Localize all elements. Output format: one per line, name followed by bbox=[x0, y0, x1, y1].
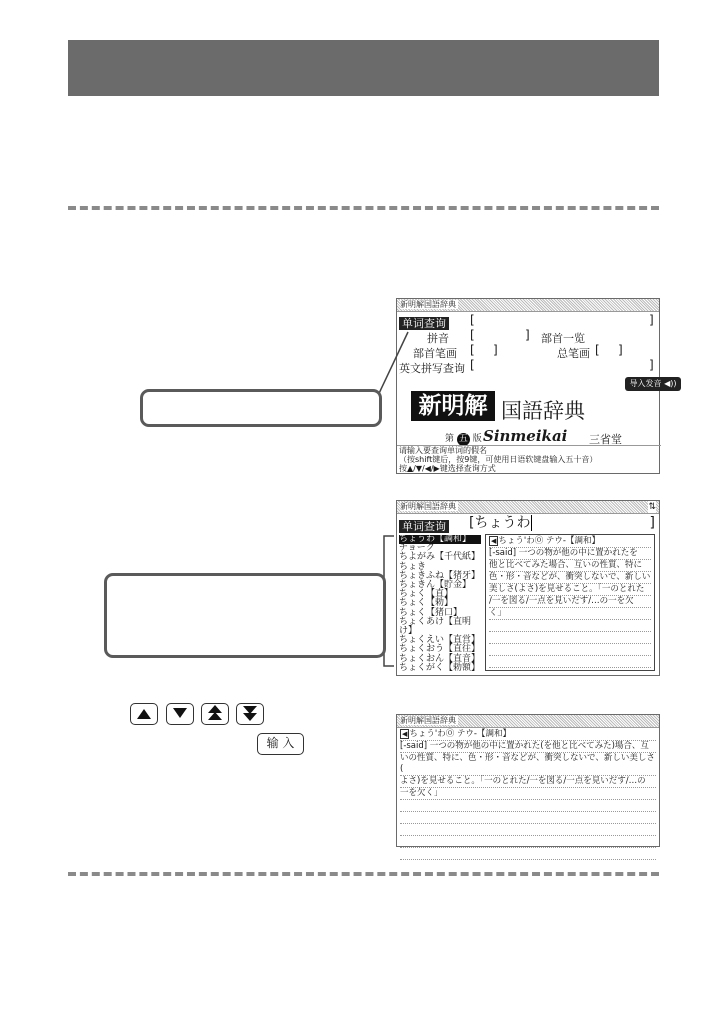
definition-line: [-said] 一つの物が他の中に置かれた(を他と比べてみた)場合、互 bbox=[400, 741, 656, 753]
dictionary-logo bbox=[411, 391, 495, 421]
search-input-value: ちょうわ bbox=[474, 515, 531, 531]
instruction-line: 按▲/▼/◀/▶键选择查询方式 bbox=[399, 464, 496, 473]
sort-arrows-icon: ⇅ bbox=[648, 502, 656, 512]
up-arrow-key[interactable] bbox=[130, 703, 158, 725]
publisher-name: 三省堂 bbox=[589, 433, 622, 446]
preview-line: /一を図る/一点を見いだす/…の一を欠 bbox=[489, 596, 651, 608]
definition-screen bbox=[396, 714, 660, 847]
screen-title: 新明解国語辞典 bbox=[400, 300, 456, 309]
preview-headword: ◀ ちょう'わ⓪ テウ-【調和】 bbox=[489, 536, 651, 548]
divider-bottom bbox=[68, 872, 659, 876]
page-down-key[interactable] bbox=[236, 703, 264, 725]
result-item[interactable]: ちょくえい【直営】 bbox=[399, 635, 481, 646]
dictionary-menu-screen: 新明解国語辞典 单词查询 [ ] 拼音 [ ] 部首一览 部首笔画 [ ] 总笔画 [ ] 英文拼写查询 [ ] 导入发音 ◀)) 新明解 国語辞典 第 五 版 Sinmeikai 三省堂 请输入要查询单词的假名 （按shift键后，按9键，可使用日语软键盘输入五十音） 按▲/▼/◀/▶键选择查询方式 bbox=[396, 298, 660, 474]
definition-headword: ◀ ちょう'わ⓪ テウ-【調和】 bbox=[400, 729, 656, 741]
page-up-icon bbox=[207, 704, 223, 722]
instruction-area bbox=[397, 445, 661, 473]
word-search-label[interactable]: 单词查询 bbox=[399, 317, 449, 330]
preview-line: 他と比べてみた場合、互いの性質、特に bbox=[489, 560, 651, 572]
definition-line: いの性質、特に、色・形・音などが、衝突しないで、新しい美しさ( bbox=[400, 753, 655, 774]
edition-suffix: 版 bbox=[472, 434, 482, 444]
result-item[interactable]: ちょくがく【勅額】 bbox=[399, 662, 481, 673]
preview-line: 色・形・音などが、衝突しないで、新しい bbox=[489, 572, 651, 582]
result-item[interactable]: チョーク bbox=[399, 543, 435, 554]
search-results-screen bbox=[396, 500, 660, 676]
logo-sub-text: 国語辞典 bbox=[501, 399, 585, 423]
results-list bbox=[399, 535, 481, 673]
logo-main-text: 新明解 bbox=[418, 392, 488, 419]
result-item[interactable]: ちょきふね【猪牙】 bbox=[399, 570, 481, 581]
audio-import-label: 导入发音 bbox=[629, 379, 662, 388]
result-item-selected[interactable]: ちょうわ【調和】 bbox=[399, 535, 481, 544]
preview-line: [-said] 一つの物が他の中に置かれたを bbox=[489, 548, 651, 560]
preview-line: く」 bbox=[489, 608, 651, 620]
instruction-line: 请输入要查询单词的假名 bbox=[399, 446, 487, 455]
up-arrow-icon bbox=[136, 704, 152, 722]
speaker-icon: ◀)) bbox=[661, 379, 677, 388]
down-arrow-key[interactable] bbox=[166, 703, 194, 725]
pinyin-label[interactable]: 拼音 bbox=[427, 332, 449, 345]
text-cursor bbox=[531, 515, 532, 531]
definition-line: よさ)を見せること。「一のとれた/一を図る/一点を見いだす/…の bbox=[400, 776, 656, 788]
english-spell-label[interactable]: 英文拼写查询 bbox=[399, 362, 465, 375]
divider-top bbox=[68, 206, 659, 210]
result-item[interactable]: ちょく【猪口】 bbox=[399, 607, 463, 618]
speaker-icon: ◀ bbox=[402, 730, 408, 738]
edition-prefix: 第 bbox=[445, 434, 455, 444]
screen-title: 新明解国語辞典 bbox=[400, 716, 456, 725]
down-arrow-icon bbox=[172, 704, 188, 722]
audio-import-button[interactable] bbox=[625, 377, 681, 391]
callout-box-1 bbox=[140, 389, 382, 427]
enter-key-label: 输 入 bbox=[266, 736, 295, 750]
result-item[interactable]: ちょくあけ【直明け】 bbox=[399, 616, 472, 637]
radical-strokes-label[interactable]: 部首笔画 bbox=[413, 347, 457, 360]
logo-roman: Sinmeikai bbox=[483, 427, 568, 445]
instruction-line: （按shift键后，按9键，可使用日语软键盘输入五十音） bbox=[399, 455, 598, 464]
total-strokes-label[interactable]: 总笔画 bbox=[557, 347, 590, 360]
screen-title: 新明解国語辞典 bbox=[400, 502, 456, 511]
definition-line: 一を欠く」 bbox=[400, 788, 656, 800]
enter-key[interactable] bbox=[257, 733, 304, 755]
result-item[interactable]: ちょき bbox=[399, 561, 427, 572]
result-item[interactable]: ちよがみ【千代紙】 bbox=[399, 552, 481, 563]
screen-title-bar bbox=[397, 501, 659, 514]
result-item[interactable]: ちょくおう【直往】 bbox=[399, 644, 481, 655]
callout-box-2 bbox=[104, 573, 386, 658]
preview-line: 美しさ(よさ)を見せること。「一のとれた bbox=[489, 584, 651, 596]
section-header-bar bbox=[68, 40, 659, 96]
result-item[interactable]: ちょく【直】 bbox=[399, 589, 454, 600]
screen-title-bar bbox=[397, 715, 659, 728]
page-up-key[interactable] bbox=[201, 703, 229, 725]
edition-badge: 五 bbox=[458, 434, 468, 444]
radical-list-label[interactable]: 部首一览 bbox=[541, 332, 585, 345]
result-item[interactable]: ちょくおん【直音】 bbox=[399, 653, 481, 664]
screen-title-bar bbox=[397, 299, 659, 312]
search-input[interactable]: [ちょうわ ] bbox=[469, 515, 655, 531]
result-item[interactable]: ちょきん【貯金】 bbox=[399, 580, 472, 591]
page-down-icon bbox=[242, 704, 258, 722]
preview-pane bbox=[485, 534, 655, 671]
speaker-icon: ◀ bbox=[491, 537, 497, 545]
result-item[interactable]: ちょく【勅】 bbox=[399, 598, 454, 609]
word-search-label: 单词查询 bbox=[399, 520, 449, 533]
